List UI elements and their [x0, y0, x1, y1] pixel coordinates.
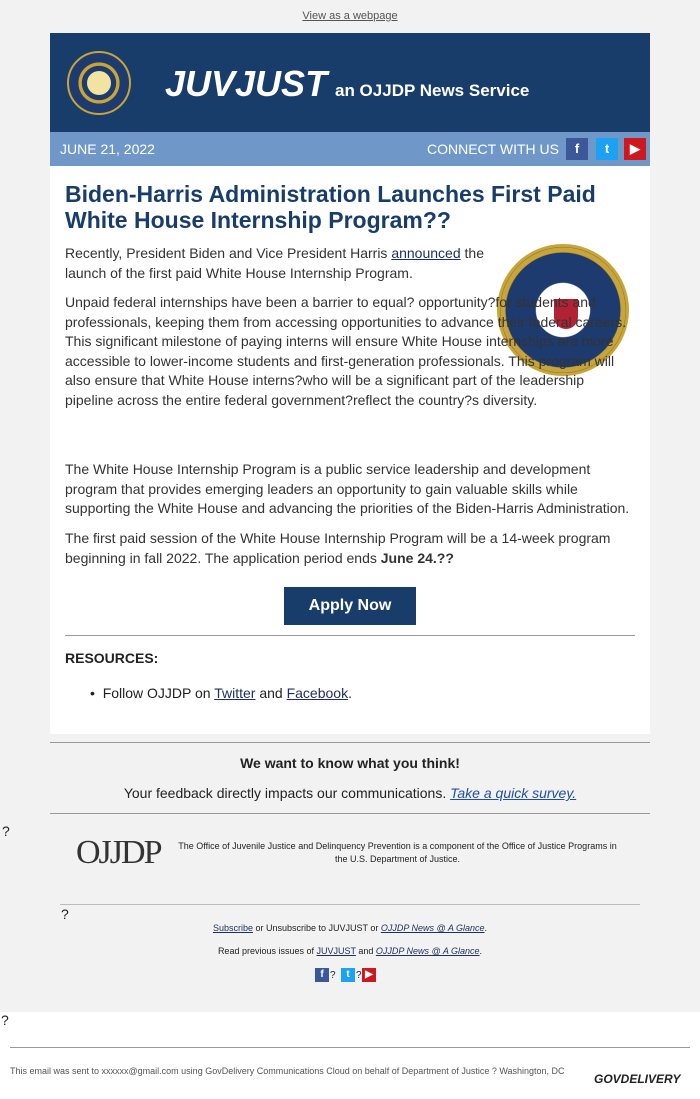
article-headline: Biden-Harris Administration Launches First Paid White House Internship Program??	[65, 181, 596, 233]
paragraph-internships	[65, 293, 635, 410]
internships-text: Unpaid federal internships have been a barrier to equal? opportunity?for students and professionals, keeping them from accessing opportunities to advance their federal careers. This significant milestone of paying interns will ensure White House internships are more accessible to lower-income students and first-generation professionals. This program will also ensure that White House interns?who will be a significant part of the leadership pipeline across the entire federal government?reflect the country?s diversity.	[65, 294, 627, 408]
and-text: and	[355, 946, 376, 956]
resources-title: RESOURCES:	[65, 650, 159, 666]
placeholder-glyph: ?	[61, 906, 69, 922]
feedback-text	[0, 785, 700, 801]
divider	[50, 742, 650, 743]
feedback-body: Your feedback directly impacts our communications.	[123, 785, 451, 801]
follow-text: Follow OJJDP on	[102, 685, 215, 701]
brand-tagline: an OJJDP News Service	[335, 81, 530, 100]
article-card	[50, 166, 650, 734]
period-text: .	[479, 946, 483, 956]
ojjdp-logo: OJJDP	[76, 834, 161, 871]
survey-link[interactable]: Take a quick survey.	[450, 785, 577, 801]
subscribe-line	[0, 923, 700, 933]
divider	[65, 635, 635, 636]
paragraph-session	[65, 529, 635, 568]
divider	[50, 813, 650, 814]
youtube-icon[interactable]: ▶	[624, 138, 646, 160]
feedback-title: We want to know what you think!	[240, 755, 460, 771]
placeholder-glyph: ?	[1, 1012, 9, 1028]
brand-title: JUVJUST	[165, 63, 328, 104]
sender-disclaimer: This email was sent to xxxxxx@gmail.com using GovDelivery Communications Cloud on behalf of Department of Justice ? Washington, DC	[10, 1066, 565, 1076]
facebook-small-icon[interactable]: f	[315, 968, 329, 982]
divider	[10, 1047, 690, 1048]
top-bar	[0, 10, 700, 22]
read-previous-text: Read previous issues of	[217, 946, 317, 956]
date-bar	[50, 132, 650, 166]
session-text: The first paid session of the White House Internship Program will be a 14-week program beginning in fall 2022. The application period ends	[65, 530, 611, 566]
apply-now-button[interactable]: Apply Now	[284, 587, 416, 625]
period-text: .	[348, 685, 352, 701]
paragraph-program: The White House Internship Program is a public service leadership and development program that provides emerging leaders an opportunity to gain valuable skills while supporting the White House and advancing the priorities of the Biden-Harris Administration.	[65, 461, 630, 516]
and-text: and	[255, 685, 287, 701]
facebook-link[interactable]: Facebook	[286, 685, 349, 701]
announced-link[interactable]: announced	[391, 245, 461, 261]
news-glance-link[interactable]: OJJDP News @ A Glance	[380, 923, 485, 933]
view-as-webpage-link[interactable]: View as a webpage	[302, 10, 398, 22]
subscribe-link[interactable]: Subscribe	[212, 923, 253, 933]
deadline-text: June 24.??	[380, 549, 454, 566]
news-glance-link-2[interactable]: OJJDP News @ A Glance	[375, 946, 480, 956]
ojjdp-description: The Office of Juvenile Justice and Delinquency Prevention is a component of the Office of Justice Programs in the U.S. Department of Justice.	[178, 841, 617, 864]
youtube-small-icon[interactable]: ▶	[362, 968, 376, 982]
issue-date: JUNE 21, 2022	[60, 141, 155, 157]
facebook-icon[interactable]: f	[566, 138, 588, 160]
placeholder-glyph: ?	[330, 970, 336, 981]
resources-list-item: • Follow OJJDP on Twitter and Facebook.	[90, 685, 352, 701]
intro-text-end: the launch of the first paid White House Internship Program.	[65, 245, 484, 281]
juvjust-link[interactable]: JUVJUST	[316, 946, 356, 956]
connect-label: CONNECT WITH US	[427, 141, 559, 157]
previous-issues-line	[0, 946, 700, 956]
govdelivery-logo[interactable]: GOVDELIVERY	[594, 1072, 681, 1086]
divider	[60, 904, 640, 905]
placeholder-glyph: ?	[2, 823, 10, 839]
paragraph-intro	[65, 244, 490, 283]
email-header	[50, 33, 650, 132]
doj-seal-icon	[67, 51, 131, 115]
twitter-link[interactable]: Twitter	[214, 685, 256, 701]
twitter-small-icon[interactable]: t	[341, 968, 355, 982]
period-text: .	[484, 923, 488, 933]
eagle-icon	[87, 71, 111, 95]
subscribe-text: or Unsubscribe to JUVJUST or	[252, 923, 381, 933]
intro-text: Recently, President Biden and Vice President Harris	[65, 245, 392, 261]
placeholder-glyph: ?	[356, 970, 362, 981]
twitter-icon[interactable]: t	[596, 138, 618, 160]
